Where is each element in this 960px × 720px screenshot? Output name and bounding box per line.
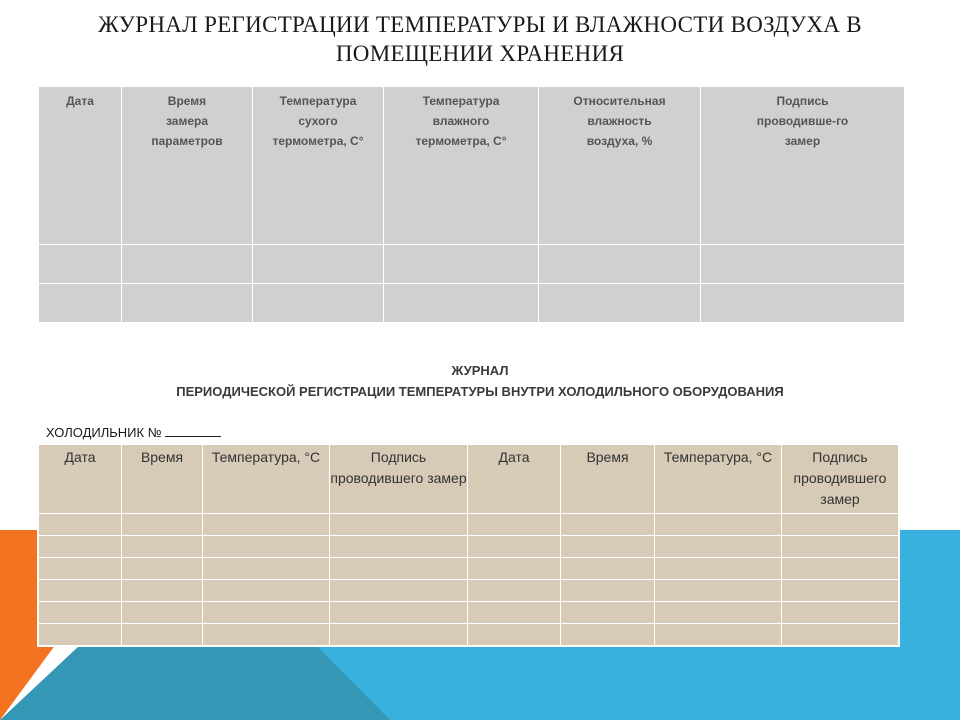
column-header: Температура влажного термометра, С°: [384, 87, 539, 245]
table-header-row: [39, 87, 905, 245]
table-row: [39, 624, 899, 646]
column-header: Температура сухого термометра, С°: [253, 87, 384, 245]
fridge-number-label: [46, 424, 221, 440]
fridge-number-blank: [165, 424, 221, 437]
column-header: Относительная влажность воздуха, %: [539, 87, 701, 245]
column-header: Подпись проводившего замер: [782, 445, 899, 514]
column-header: Дата: [39, 87, 122, 245]
table-row: [39, 602, 899, 624]
table-row: [39, 514, 899, 536]
humidity-journal-table: [38, 86, 905, 323]
table-row: [39, 284, 905, 323]
column-header: Время: [561, 445, 655, 514]
table-row: [39, 580, 899, 602]
table-row: [39, 245, 905, 284]
journal-title: ЖУРНАЛ: [451, 363, 509, 378]
column-header: Температура, °С: [203, 445, 330, 514]
table-row: [39, 558, 899, 580]
fridge-temperature-table: [38, 444, 899, 646]
column-header: Подпись проводившего замер: [330, 445, 468, 514]
table-header-row: [39, 445, 899, 514]
page-title: ЖУРНАЛ РЕГИСТРАЦИИ ТЕМПЕРАТУРЫ И ВЛАЖНОСТИ ВОЗДУХА В ПОМЕЩЕНИИ ХРАНЕНИЯ: [98, 12, 862, 66]
table-row: [39, 536, 899, 558]
column-header: Время замера параметров: [122, 87, 253, 245]
column-header: Дата: [468, 445, 561, 514]
fridge-label-text: ХОЛОДИЛЬНИК №: [46, 425, 162, 440]
journal-subtitle: ПЕРИОДИЧЕСКОЙ РЕГИСТРАЦИИ ТЕМПЕРАТУРЫ ВНУТРИ ХОЛОДИЛЬНОГО ОБОРУДОВАНИЯ: [176, 384, 784, 399]
column-header: Время: [122, 445, 203, 514]
column-header: Дата: [39, 445, 122, 514]
column-header: Температура, °С: [655, 445, 782, 514]
column-header: Подпись проводивше-го замер: [701, 87, 905, 245]
